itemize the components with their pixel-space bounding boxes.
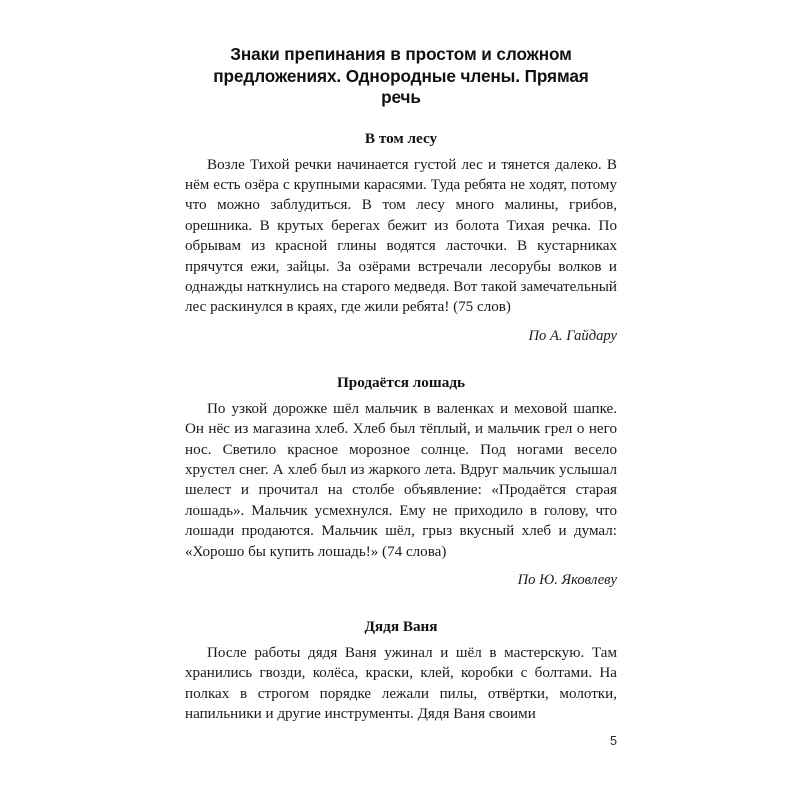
section-heading-3: Дядя Ваня (364, 618, 438, 635)
page-number: 5 (609, 734, 617, 748)
section-body-2: По узкой дорожке шёл мальчик в валенках и меховой шапке. Он нёс из магазина хлеб. Хлеб был тёплый, и мальчик грел о него нос. Светило красное морозное солнце. Под ногами весело хрустел снег. А хлеб был из жаркого лета. Вдруг мальчик услышал шелест и прочитал на столбе объявление: «Продаётся старая лошадь». Мальчик усмехнулся. Ему не приходило в голову, что лошади продаются. Мальчик шёл, грыз вкусный хлеб и думал: «Хорошо бы купить лошадь!» (74 слова) (185, 400, 617, 560)
section-body-3: После работы дядя Ваня ужинал и шёл в мастерскую. Там хранились гвозди, колёса, краски, клей, коробки с болтами. На полках в строгом порядке лежали пилы, отвёртки, молотки, напильники и другие инструменты. Дядя Ваня своими (185, 645, 617, 723)
text-section-1 (185, 129, 617, 346)
text-section-2 (185, 373, 617, 590)
section-heading-2: Продаётся лошадь (336, 373, 466, 391)
page-title: Знаки препинания в простом и сложном предложениях. Однородные члены. Прямая речь (213, 44, 589, 107)
section-heading-1: В том лесу (364, 129, 438, 147)
section-body-1: Возле Тихой речки начинается густой лес и тянется далеко. В нём есть озёра с крупными карасями. Туда ребята не ходят, потому что можно заблудиться. В том лесу много малины, грибов, орешника. В крутых берегах бежит из болота Тихая речка. По обрывам из красной глины водятся ласточки. В кустарниках прячутся ежи, зайцы. За озёрами встречали лесорубы волков и однажды наткнулись на старого медведя. Вот такой замечательный лес раскинулся в краях, где жили ребята! (75 слов) (185, 156, 617, 316)
page-content-column (185, 44, 617, 725)
section-attribution-2: По Ю. Яковлеву (517, 572, 617, 588)
text-section-3 (185, 617, 617, 725)
section-attribution-1: По А. Гайдару (528, 327, 617, 344)
